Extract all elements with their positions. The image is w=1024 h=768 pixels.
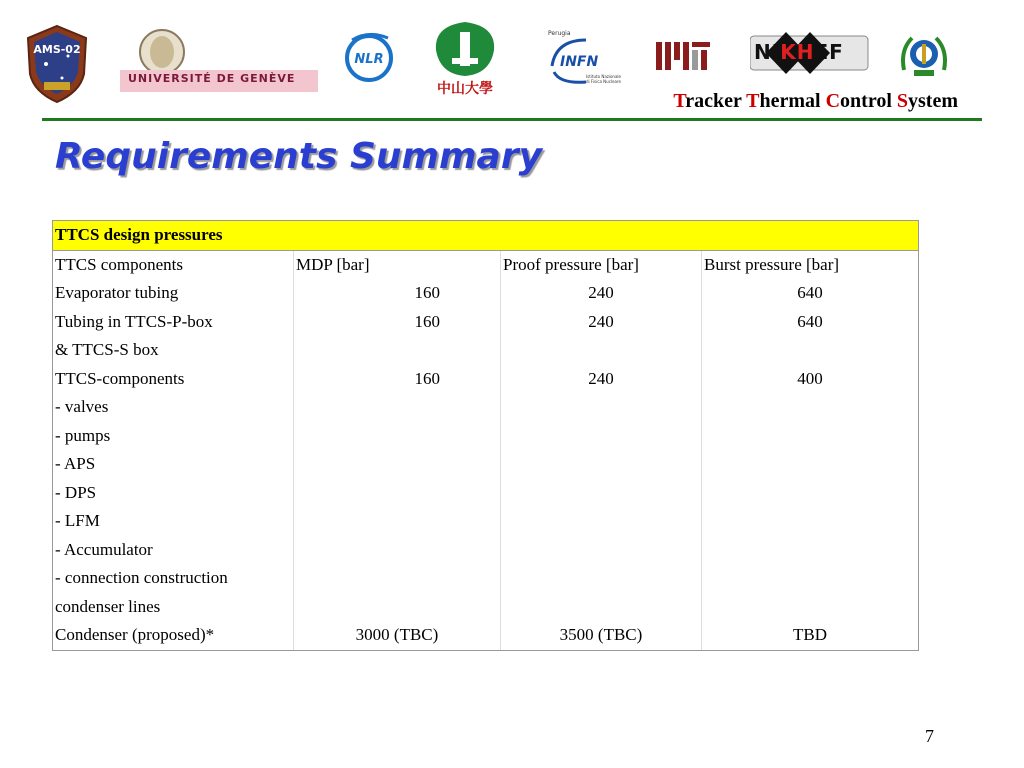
table-cell: 640 bbox=[702, 279, 919, 308]
table-cell bbox=[294, 450, 501, 479]
table-cell: 160 bbox=[294, 308, 501, 337]
table-cell: condenser lines bbox=[53, 593, 294, 622]
table-cell bbox=[294, 507, 501, 536]
table-row bbox=[53, 536, 919, 565]
infn-sub2: di Fisica Nucleare bbox=[586, 79, 621, 84]
brand-word-4: System bbox=[896, 90, 958, 112]
table-cell: 160 bbox=[294, 365, 501, 394]
table-cell: 240 bbox=[501, 308, 702, 337]
table-row bbox=[53, 393, 919, 422]
pressures-table bbox=[52, 220, 919, 651]
table-cell: - APS bbox=[53, 450, 294, 479]
table-cell bbox=[501, 593, 702, 622]
table-row bbox=[53, 336, 919, 365]
table-cell: TTCS-components bbox=[53, 365, 294, 394]
table-cell bbox=[702, 479, 919, 508]
geneve-logo bbox=[120, 28, 318, 94]
nikhef-label-h: H bbox=[796, 40, 815, 64]
table-header-row bbox=[53, 250, 919, 279]
table-row bbox=[53, 450, 919, 479]
table-cell bbox=[501, 450, 702, 479]
table-cell bbox=[702, 450, 919, 479]
table-cell bbox=[294, 479, 501, 508]
table-cell bbox=[702, 336, 919, 365]
table-cell bbox=[501, 536, 702, 565]
table-cell: - LFM bbox=[53, 507, 294, 536]
table-cell: 640 bbox=[702, 308, 919, 337]
table-row bbox=[53, 422, 919, 451]
table-cell bbox=[702, 422, 919, 451]
infn-logo bbox=[546, 30, 622, 88]
table-cell: & TTCS-S box bbox=[53, 336, 294, 365]
column-header: Proof pressure [bar] bbox=[501, 250, 702, 279]
table-cell: 3000 (TBC) bbox=[294, 621, 501, 650]
table-row bbox=[53, 308, 919, 337]
sysu-label: 中山大學 bbox=[437, 81, 493, 97]
ams02-logo bbox=[24, 24, 90, 104]
table-cell bbox=[294, 422, 501, 451]
page-number: 7 bbox=[925, 726, 934, 746]
table-cell bbox=[501, 336, 702, 365]
page-title: Requirements Summary bbox=[55, 136, 543, 177]
brand-word-1: Tracker bbox=[673, 90, 747, 112]
header-divider bbox=[42, 118, 982, 121]
table-cell: TBD bbox=[702, 621, 919, 650]
table-cell: - valves bbox=[53, 393, 294, 422]
brand-word-3: Control bbox=[825, 90, 897, 112]
infn-sub1: Istituto Nazionale bbox=[586, 74, 621, 79]
table-cell: 240 bbox=[501, 279, 702, 308]
nlr-label: NLR bbox=[354, 52, 384, 67]
table-cell bbox=[501, 422, 702, 451]
table-cell bbox=[702, 593, 919, 622]
emblem-logo bbox=[898, 30, 950, 82]
table-cell: Evaporator tubing bbox=[53, 279, 294, 308]
system-brand bbox=[673, 90, 958, 113]
nikhef-label-b: EF bbox=[814, 40, 844, 64]
table-caption: TTCS design pressures bbox=[53, 221, 919, 251]
table-row bbox=[53, 593, 919, 622]
nlr-logo bbox=[342, 28, 396, 86]
table-cell bbox=[294, 564, 501, 593]
table-cell bbox=[294, 536, 501, 565]
column-header: Burst pressure [bar] bbox=[702, 250, 919, 279]
geneve-label: UNIVERSITÉ DE GENÈVE bbox=[128, 72, 296, 85]
table-row bbox=[53, 621, 919, 650]
brand-word-2: Thermal bbox=[746, 90, 826, 112]
table-cell bbox=[294, 393, 501, 422]
table-cell: - connection construction bbox=[53, 564, 294, 593]
infn-city: Perugia bbox=[548, 30, 571, 37]
table-cell bbox=[501, 507, 702, 536]
table-row bbox=[53, 365, 919, 394]
table-cell bbox=[294, 336, 501, 365]
table-cell: 160 bbox=[294, 279, 501, 308]
sysu-logo bbox=[430, 20, 500, 100]
ams02-label: AMS-02 bbox=[33, 43, 81, 56]
table-cell: 400 bbox=[702, 365, 919, 394]
table-cell bbox=[501, 479, 702, 508]
nikhef-logo bbox=[750, 30, 870, 76]
table-cell bbox=[294, 593, 501, 622]
table-cell: Tubing in TTCS-P-box bbox=[53, 308, 294, 337]
table-row bbox=[53, 479, 919, 508]
table-cell bbox=[702, 507, 919, 536]
table-cell: - Accumulator bbox=[53, 536, 294, 565]
mit-logo bbox=[656, 42, 710, 70]
table-caption-row bbox=[53, 221, 919, 251]
infn-label: INFN bbox=[560, 54, 599, 70]
table-cell bbox=[702, 393, 919, 422]
table-cell bbox=[501, 564, 702, 593]
nikhef-label-a: NI bbox=[754, 40, 781, 64]
table-cell: Condenser (proposed)* bbox=[53, 621, 294, 650]
table-row bbox=[53, 564, 919, 593]
table-cell bbox=[501, 393, 702, 422]
table-cell bbox=[702, 564, 919, 593]
table-cell: - DPS bbox=[53, 479, 294, 508]
table-cell: 3500 (TBC) bbox=[501, 621, 702, 650]
column-header: MDP [bar] bbox=[294, 250, 501, 279]
table-cell: 240 bbox=[501, 365, 702, 394]
table-cell bbox=[702, 536, 919, 565]
table-row bbox=[53, 279, 919, 308]
nikhef-label-k: K bbox=[780, 40, 797, 64]
table-row bbox=[53, 507, 919, 536]
table-cell: - pumps bbox=[53, 422, 294, 451]
column-header: TTCS components bbox=[53, 250, 294, 279]
